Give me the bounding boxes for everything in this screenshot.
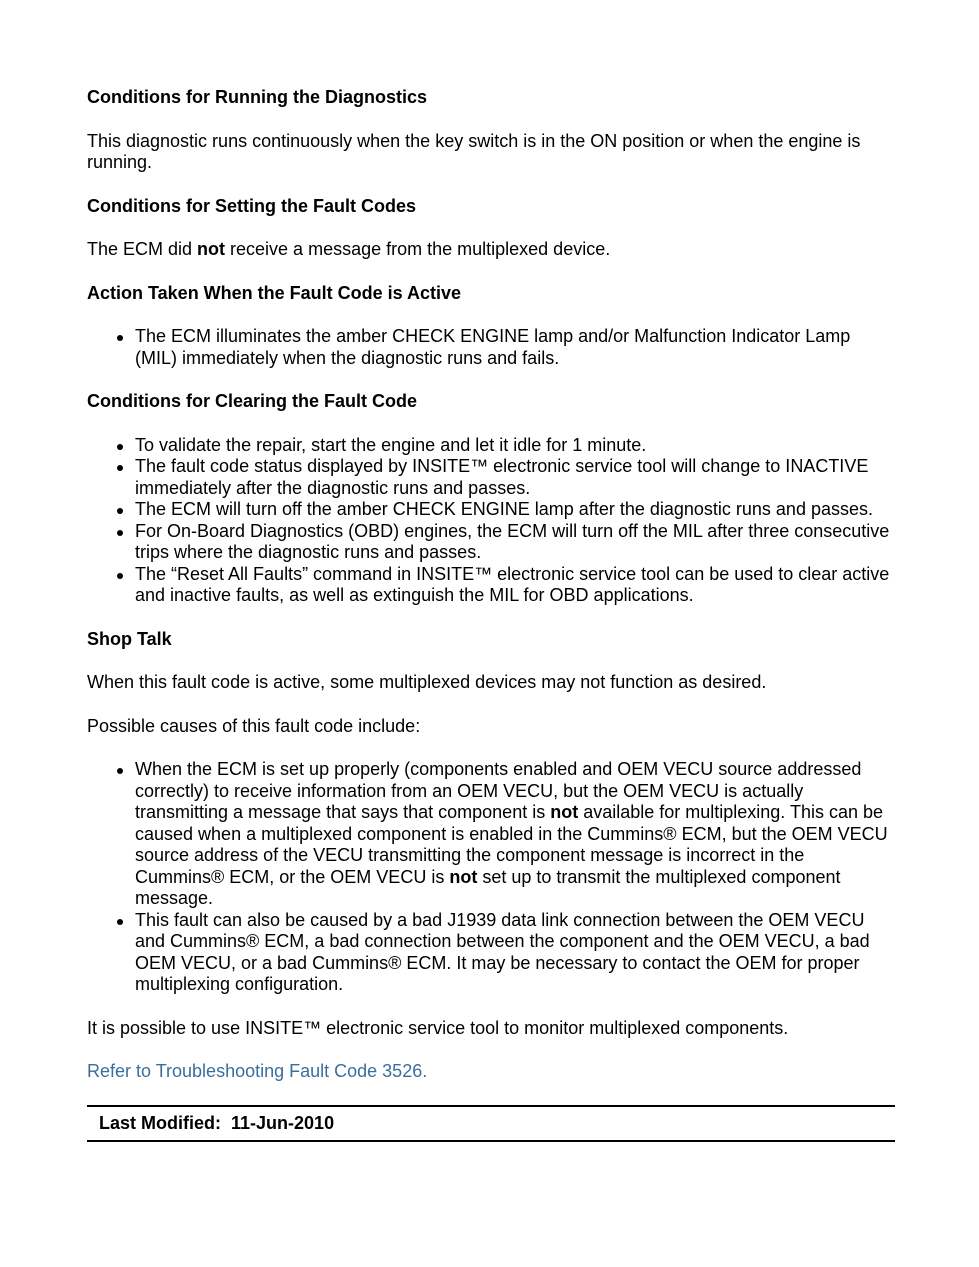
list-item: To validate the repair, start the engine and let it idle for 1 minute.: [135, 435, 895, 457]
last-modified-label: Last Modified:: [99, 1112, 221, 1133]
cause-1-bold-b: not: [449, 866, 478, 887]
action-list: [87, 326, 895, 369]
setting-text-pre: The ECM did: [87, 239, 198, 259]
setting-text-post: receive a message from the multiplexed device.: [225, 239, 611, 259]
list-item: The ECM illuminates the amber CHECK ENGINE lamp and/or Malfunction Indicator Lamp (MIL) immediately when the diagnostic runs and fails.: [135, 326, 895, 369]
list-item: The ECM will turn off the amber CHECK ENGINE lamp after the diagnostic runs and passes.: [135, 499, 895, 521]
last-modified-footer: [87, 1105, 895, 1143]
monitor-text: It is possible to use INSITE™ electronic service tool to monitor multiplexed components.: [87, 1017, 789, 1038]
cause-1-part-c: available for multiplexing. This can be caused when a multiplexed component is enabled in the Cummins® ECM, but the OEM VECU source address of the VECU transmitting the component message is incorrect in the Cummins® ECM, or the OEM VECU is: [135, 802, 888, 887]
clearing-list: [87, 435, 895, 607]
setting-heading: Conditions for Setting the Fault Codes: [87, 195, 416, 216]
list-item: [135, 759, 895, 910]
list-item: This fault can also be caused by a bad J1939 data link connection between the OEM VECU and Cummins® ECM, a bad connection between the component and the OEM VECU, a bad OEM VECU, or a bad Cummins® ECM. It may be necessary to contact the OEM for proper multiplexing configuration.: [135, 910, 895, 996]
document-page: [87, 87, 895, 1142]
setting-text-bold: not: [197, 239, 226, 259]
cause-1-bold-a: not: [550, 802, 579, 822]
setting-text: [87, 239, 895, 261]
cause-1-part-e: set up to transmit the multiplexed component message.: [135, 866, 841, 908]
clearing-heading: Conditions for Clearing the Fault Code: [87, 391, 417, 411]
refer-link[interactable]: Refer to Troubleshooting Fault Code 3526.: [87, 1061, 428, 1081]
list-item: The fault code status displayed by INSITE™ electronic service tool will change to INACTIVE immediately after the diagnostic runs and passes.: [135, 456, 895, 499]
running-heading: Conditions for Running the Diagnostics: [87, 87, 427, 107]
last-modified-date: 11-Jun-2010: [231, 1112, 335, 1133]
causes-list: [87, 759, 895, 996]
action-heading: Action Taken When the Fault Code is Active: [87, 282, 462, 303]
running-text: This diagnostic runs continuously when the key switch is in the ON position or when the engine is running.: [87, 130, 861, 172]
list-item: The “Reset All Faults” command in INSITE™ electronic service tool can be used to clear active and inactive faults, as well as extinguish the MIL for OBD applications.: [135, 564, 895, 607]
cause-1-part-a: When the ECM is set up properly (components enabled and OEM VECU source addressed correctly) to receive information from an OEM VECU, but the OEM VECU is actually transmitting a message that says that component is: [135, 759, 862, 822]
list-item: For On-Board Diagnostics (OBD) engines, the ECM will turn off the MIL after three consecutive trips where the diagnostic runs and passes.: [135, 521, 895, 564]
shoptalk-heading: Shop Talk: [87, 628, 172, 649]
shoptalk-text-2: Possible causes of this fault code include:: [87, 715, 421, 736]
shoptalk-text-1: When this fault code is active, some multiplexed devices may not function as desired.: [87, 672, 767, 692]
